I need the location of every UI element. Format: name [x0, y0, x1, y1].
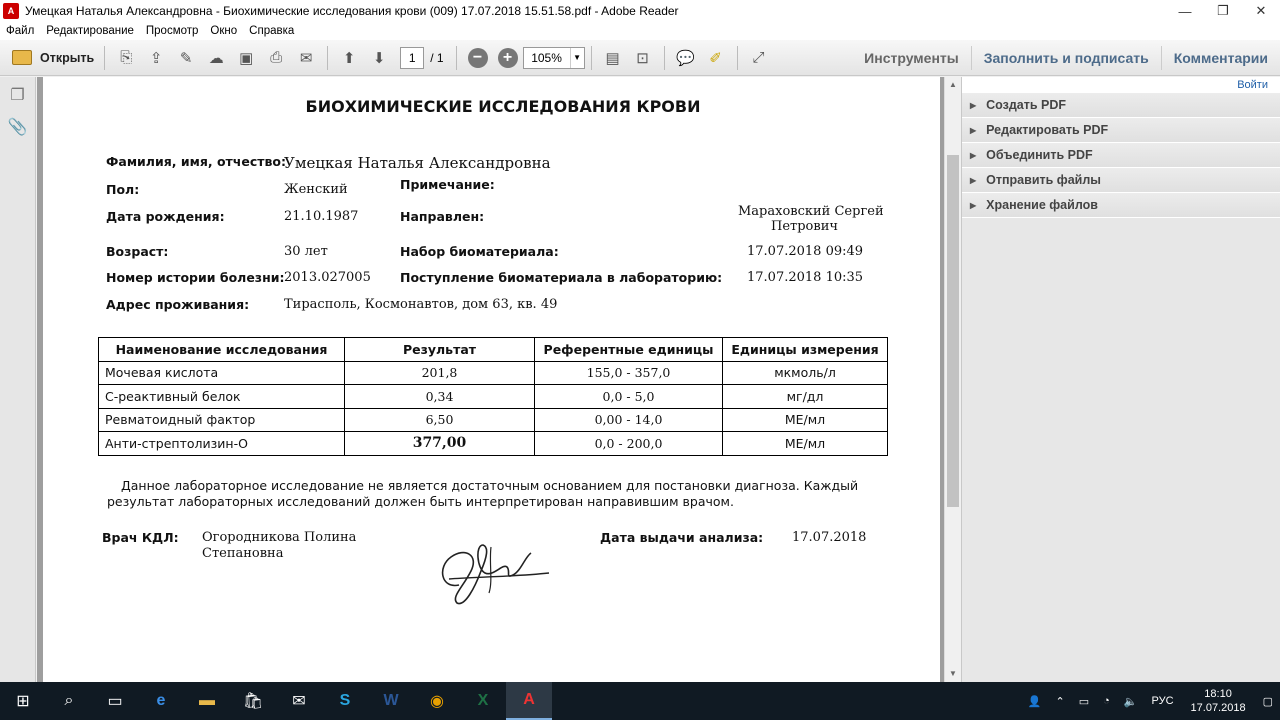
dob-label: Дата рождения: [106, 209, 225, 224]
edge-browser-icon[interactable]: e [156, 692, 166, 709]
fill-sign-tab[interactable]: Заполнить и подписать [983, 50, 1149, 66]
table-row [99, 361, 888, 385]
test-result: 377,00 [345, 432, 535, 456]
scroll-down-icon[interactable]: ▼ [949, 669, 957, 678]
notifications-icon[interactable]: ▢ [1262, 695, 1273, 708]
test-unit: МЕ/мл [723, 432, 888, 456]
table-row [99, 432, 888, 456]
disclaimer-text: Данное лабораторное исследование не является достаточным основанием для постановки диагноза. Каждый результат лабораторных исследований должен быть интерпретирован направившим врачом. [107, 478, 859, 509]
sex-label: Пол: [106, 182, 140, 197]
menu-view[interactable]: Просмотр [145, 25, 199, 37]
toolbar-divider [104, 46, 105, 70]
expand-arrow-icon: ▶ [970, 125, 977, 135]
test-result: 201,8 [345, 361, 535, 385]
scroll-thumb[interactable] [947, 155, 959, 507]
window-title: Умецкая Наталья Александровна - Биохимические исследования крови (009) 17.07.2018 15.51.58.pdf - Adobe Reader [25, 4, 679, 18]
pages-icon[interactable]: ❐ [10, 87, 25, 104]
document-title: БИОХИМИЧЕСКИЕ ИССЛЕДОВАНИЯ КРОВИ [305, 97, 701, 116]
system-tray [1021, 682, 1280, 720]
power-icon[interactable]: ▭ [1078, 695, 1090, 708]
address-label: Адрес проживания: [106, 297, 250, 312]
search-icon[interactable]: ⌕ [64, 692, 74, 709]
column-header: Референтные единицы [535, 338, 723, 362]
test-result: 0,34 [345, 385, 535, 409]
word-icon[interactable]: W [383, 692, 399, 709]
toolbar-divider [327, 46, 328, 70]
windows-start-icon[interactable]: ⊞ [16, 693, 30, 710]
skype-icon[interactable]: S [339, 692, 351, 709]
test-result: 6,50 [345, 408, 535, 432]
doctor-label: Врач КДЛ: [102, 530, 179, 545]
test-unit: мг/дл [723, 385, 888, 409]
menu-edit[interactable]: Редактирование [46, 25, 134, 37]
expand-arrow-icon: ▶ [970, 100, 977, 110]
test-unit: мкмоль/л [723, 361, 888, 385]
menu-file[interactable]: Файл [6, 25, 35, 37]
comment-icon[interactable]: 💬 [676, 49, 695, 67]
left-navigation-pane [0, 77, 36, 682]
page-total: / 1 [430, 50, 444, 65]
comments-tab[interactable]: Комментарии [1173, 50, 1268, 66]
results-table [98, 337, 888, 456]
table-row [99, 385, 888, 409]
restore-button[interactable]: ❐ [1217, 3, 1229, 18]
clock-date: 17.07.2018 [1190, 702, 1246, 714]
test-name: Ревматоидный фактор [99, 408, 345, 432]
prev-page-icon[interactable]: ⬆ [342, 49, 356, 67]
doctor-value: Огородникова Полина [202, 530, 357, 545]
export-pdf-icon[interactable]: ⇪ [149, 49, 163, 67]
expand-arrow-icon: ▶ [970, 175, 977, 185]
panel-item-edit-pdf[interactable] [962, 118, 1280, 143]
people-icon[interactable]: 👤 [1027, 695, 1042, 708]
test-name: С-реактивный белок [99, 385, 345, 409]
fit-page-icon[interactable]: ▤ [605, 49, 620, 67]
history-value: 2013.027005 [284, 270, 371, 285]
email-icon[interactable]: ✉ [299, 49, 313, 67]
panel-item-label: Объединить PDF [986, 148, 1093, 162]
minimize-button[interactable]: — [1178, 3, 1192, 19]
panel-item-label: Создать PDF [986, 98, 1067, 112]
sample-label: Набор биоматериала: [400, 244, 559, 259]
fit-width-icon[interactable]: ⊡ [636, 49, 649, 67]
edit-icon[interactable]: ✎ [179, 49, 193, 67]
note-label: Примечание: [400, 177, 495, 192]
column-header: Единицы измерения [723, 338, 888, 362]
toolbar [0, 40, 1280, 76]
received-label: Поступление биоматериала в лабораторию: [400, 270, 723, 285]
received-value: 17.07.2018 10:35 [747, 270, 864, 285]
zoom-in-icon[interactable]: + [498, 48, 518, 68]
chevron-up-icon[interactable]: ⌃ [1055, 695, 1065, 708]
taskbar [0, 682, 1280, 720]
fio-value: Умецкая Наталья Александровна [284, 154, 551, 172]
menu-bar [0, 22, 1280, 40]
address-value: Тирасполь, Космонавтов, дом 63, кв. 49 [284, 297, 558, 312]
referred-value-2: Петрович [771, 219, 838, 234]
adobe-reader-taskbar-icon[interactable]: A [506, 682, 552, 720]
table-row [99, 408, 888, 432]
history-label: Номер истории болезни: [106, 270, 285, 285]
zoom-select[interactable] [523, 47, 585, 69]
dob-value: 21.10.1987 [284, 209, 359, 224]
document-scrollbar[interactable] [944, 77, 960, 682]
column-header: Наименование исследования [99, 338, 345, 362]
mail-icon[interactable]: ✉ [292, 693, 306, 710]
toolbar-divider [456, 46, 457, 70]
panel-item-create-pdf[interactable] [962, 93, 1280, 118]
test-reference: 0,00 - 14,0 [535, 408, 723, 432]
test-name: Мочевая кислота [99, 361, 345, 385]
menu-window[interactable]: Окно [210, 25, 238, 37]
table-header-row [99, 338, 888, 362]
document-viewport [37, 77, 944, 682]
test-reference: 0,0 - 5,0 [535, 385, 723, 409]
toolbar-divider [737, 46, 738, 70]
test-reference: 0,0 - 200,0 [535, 432, 723, 456]
open-button[interactable] [8, 45, 98, 71]
doctor-signature [431, 527, 551, 607]
toolbar-divider [591, 46, 592, 70]
chevron-down-icon: ▼ [570, 48, 584, 68]
highlight-icon[interactable]: ✐ [709, 49, 722, 67]
store-icon[interactable]: 🛍 [242, 693, 264, 710]
test-reference: 155,0 - 357,0 [535, 361, 723, 385]
page-number-input[interactable]: 1 [400, 47, 424, 69]
age-value: 30 лет [284, 244, 328, 259]
zoom-value: 105% [531, 50, 562, 65]
language-indicator[interactable]: РУС [1151, 695, 1174, 707]
cloud-upload-icon[interactable]: ☁ [208, 49, 224, 67]
sex-value: Женский [284, 182, 348, 197]
pdf-page [43, 77, 940, 682]
issue-date-label: Дата выдачи анализа: [600, 530, 764, 545]
signin-link[interactable]: Войти [962, 77, 1280, 93]
zoom-out-icon[interactable]: − [468, 48, 488, 68]
doctor-value-2: Степановна [202, 546, 284, 561]
panel-item-label: Редактировать PDF [986, 123, 1109, 137]
expand-arrow-icon: ▶ [970, 150, 977, 160]
panel-item-combine-pdf[interactable] [962, 143, 1280, 168]
window-controls [1166, 0, 1280, 22]
disclaimer-note [107, 478, 867, 510]
print-icon[interactable]: ⎙ [270, 49, 283, 66]
folder-icon [12, 50, 32, 65]
sample-value: 17.07.2018 09:49 [747, 244, 864, 259]
panel-item-label: Хранение файлов [986, 198, 1098, 212]
tools-tab[interactable]: Инструменты [864, 50, 959, 66]
adobe-reader-icon: A [3, 3, 19, 19]
create-pdf-icon[interactable]: ⎘ [120, 49, 133, 66]
panel-item-send-files[interactable] [962, 168, 1280, 193]
close-button[interactable]: ✕ [1255, 3, 1267, 18]
task-view-icon[interactable]: ▭ [107, 693, 123, 710]
expand-icon[interactable]: ⤢ [752, 49, 765, 66]
clock[interactable] [1191, 687, 1246, 715]
excel-icon[interactable]: X [477, 692, 489, 709]
volume-icon[interactable]: 🔈 [1123, 695, 1138, 708]
expand-arrow-icon: ▶ [970, 200, 977, 210]
attachment-icon[interactable]: 📎 [7, 119, 28, 136]
panel-item-label: Отправить файлы [986, 173, 1101, 187]
network-icon[interactable]: ◔ [1103, 695, 1110, 707]
file-explorer-icon[interactable]: ▬ [199, 692, 215, 709]
column-header: Результат [345, 338, 535, 362]
test-unit: МЕ/мл [723, 408, 888, 432]
scroll-up-icon[interactable]: ▲ [949, 80, 957, 89]
chrome-icon[interactable]: ◉ [430, 693, 444, 710]
next-page-icon[interactable]: ⬇ [372, 49, 386, 67]
open-label: Открыть [40, 50, 95, 65]
referred-label: Направлен: [400, 209, 485, 224]
age-label: Возраст: [106, 244, 169, 259]
toolbar-right [852, 40, 1280, 76]
issue-date-value: 17.07.2018 [792, 530, 867, 545]
fio-label: Фамилия, имя, отчество: [106, 154, 286, 169]
referred-value: Мараховский Сергей [738, 204, 884, 219]
title-bar [0, 0, 1280, 22]
test-name: Анти-стрептолизин-О [99, 432, 345, 456]
document-content [43, 77, 940, 682]
toolbar-divider [664, 46, 665, 70]
panel-item-store-files[interactable] [962, 193, 1280, 218]
menu-help[interactable]: Справка [249, 25, 295, 37]
clock-time: 18:10 [1204, 688, 1232, 700]
save-icon[interactable]: ▣ [239, 49, 254, 67]
tools-panel [961, 77, 1280, 682]
